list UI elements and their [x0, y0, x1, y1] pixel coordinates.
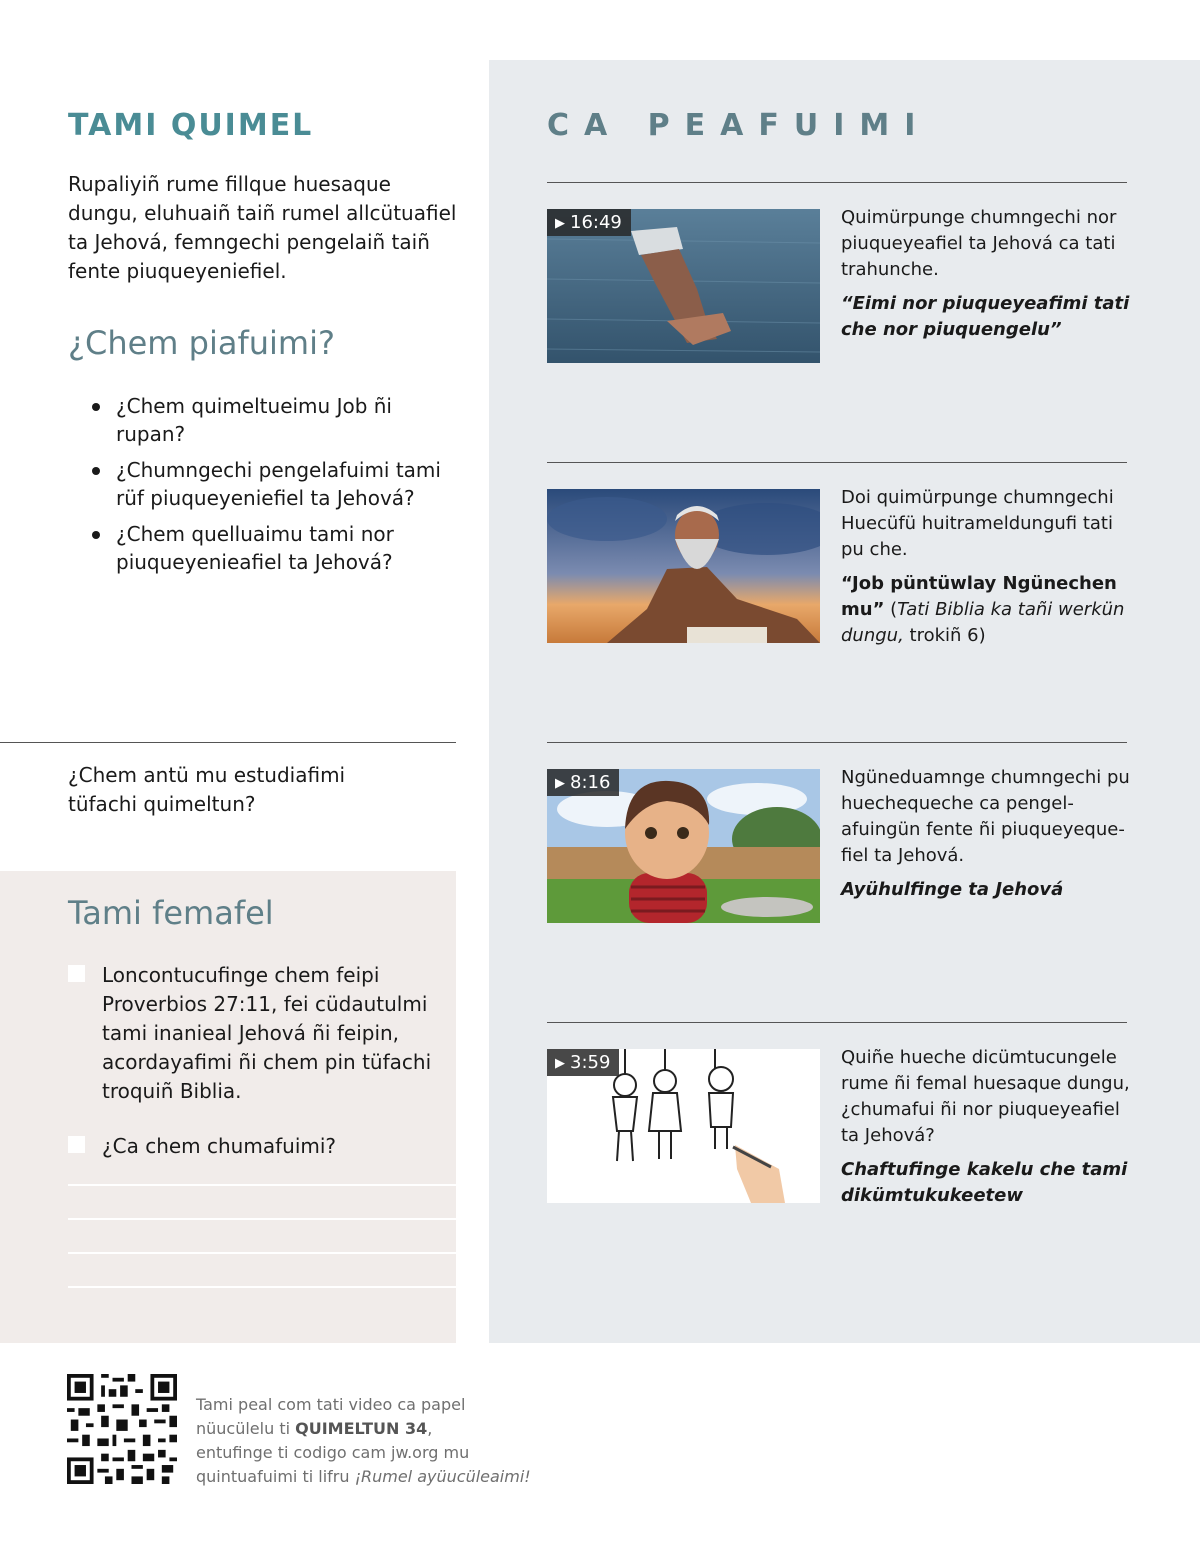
video-duration: ▶ 16:49 — [547, 209, 631, 236]
question-item: ¿Chumngechi pengelafuimi tami rüf piuqueyeniefiel ta Jehová? — [92, 456, 452, 512]
task-text: ¿Ca chem chumafuimi? — [102, 1134, 337, 1158]
writing-line[interactable] — [68, 1286, 456, 1288]
qr-code-icon[interactable] — [67, 1374, 177, 1484]
question-item: ¿Chem quimeltueimu Job ñi rupan? — [92, 392, 452, 448]
video-thumbnail[interactable] — [547, 769, 820, 923]
play-icon: ▶ — [555, 776, 565, 791]
video-thumbnail[interactable] — [547, 209, 820, 363]
video-thumbnail[interactable] — [547, 1049, 820, 1203]
play-icon: ▶ — [555, 1056, 565, 1071]
footer-line: quintuafuimi ti lifru ¡Rumel ayüucüleaimi! — [196, 1467, 531, 1486]
footer-note — [196, 1393, 576, 1489]
study-date-question: ¿Chem antü mu estudiafimi tüfachi quimeltun? — [68, 763, 346, 816]
lesson-intro: Rupaliyiñ rume fillque huesaque dungu, eluhuaiñ taiñ rumel allcütuafiel ta Jehová, femngechi pengelaiñ taiñ fente piuqueyeniefiel. — [68, 172, 457, 283]
footer-line: Tami peal com tati video ca papel — [196, 1395, 466, 1414]
video-description — [841, 765, 1133, 903]
task-item — [68, 961, 438, 1106]
book-title[interactable]: ¡Rumel ayüucüleaimi! — [354, 1467, 531, 1486]
video-title[interactable]: Chaftufinge kakelu che tami dikümtukukeetew — [841, 1159, 1128, 1206]
footer-line: entufinge ti codigo cam jw.org mu — [196, 1443, 470, 1462]
article-image-job — [547, 489, 820, 643]
video-title[interactable]: “Eimi nor piuqueyeafimi tati che nor piuquengelu” — [841, 293, 1130, 340]
video-duration: ▶ 8:16 — [547, 769, 619, 796]
question-item: ¿Chem quelluaimu tami nor piuqueyenieafiel ta Jehová? — [92, 520, 452, 576]
article-thumbnail[interactable] — [547, 489, 820, 643]
checkbox[interactable] — [68, 1136, 85, 1153]
divider — [547, 1022, 1127, 1023]
play-icon: ▶ — [555, 216, 565, 231]
divider — [547, 742, 1127, 743]
writing-line[interactable] — [68, 1184, 456, 1186]
checkbox[interactable] — [68, 965, 85, 982]
article-title[interactable]: “Job püntüwlay Ngünechen mu” (Tati Biblia ka tañi werkün dungu, trokiñ 6) — [841, 573, 1125, 646]
article-description — [841, 485, 1133, 649]
questions-heading: ¿Chem piafuimi? — [68, 324, 335, 362]
video-duration: ▶ 3:59 — [547, 1049, 619, 1076]
video-description-text: Quiñe hueche dicümtucungele rume ñi femal huesaque dungu, ¿chumafui ñi nor piuqueyeafiel ta Jehová? — [841, 1047, 1130, 1146]
task-text: Loncontucufinge chem feipi Proverbios 27:11, fei cüdautulmi tami inanieal Jehová ñi feipin, acordayafimi ñi chem pin tüfachi troquiñ Biblia. — [102, 963, 432, 1103]
writing-line[interactable] — [68, 1218, 456, 1220]
video-description-text: Quimürpunge chumngechi nor piuqueyeafiel ta Jehová ca tati trahunche. — [841, 207, 1117, 280]
video-description — [841, 1045, 1133, 1209]
divider — [547, 462, 1127, 463]
lesson-heading: TAMI QUIMEL — [68, 108, 314, 143]
divider — [0, 742, 456, 743]
task-item — [68, 1132, 438, 1161]
video-title[interactable]: Ayühulfinge ta Jehová — [841, 879, 1064, 900]
question-list — [92, 392, 452, 584]
review-panel — [0, 871, 456, 1343]
video-description — [841, 205, 1133, 343]
article-description-text: Doi quimürpunge chumngechi Huecüfü huitrameldungufi tati pu che. — [841, 487, 1114, 560]
divider — [547, 182, 1127, 183]
review-heading: Tami femafel — [68, 894, 274, 932]
footer-line: nüucülelu ti QUIMELTUN 34, — [196, 1419, 433, 1438]
video-description-text: Ngüneduamnge chumngechi pu huechequeche ca pengelafuingün fente ñi piuqueyequefiel ta Jehová. — [841, 767, 1130, 866]
explore-heading: CA PEAFUIMI — [547, 108, 931, 143]
writing-line[interactable] — [68, 1252, 456, 1254]
